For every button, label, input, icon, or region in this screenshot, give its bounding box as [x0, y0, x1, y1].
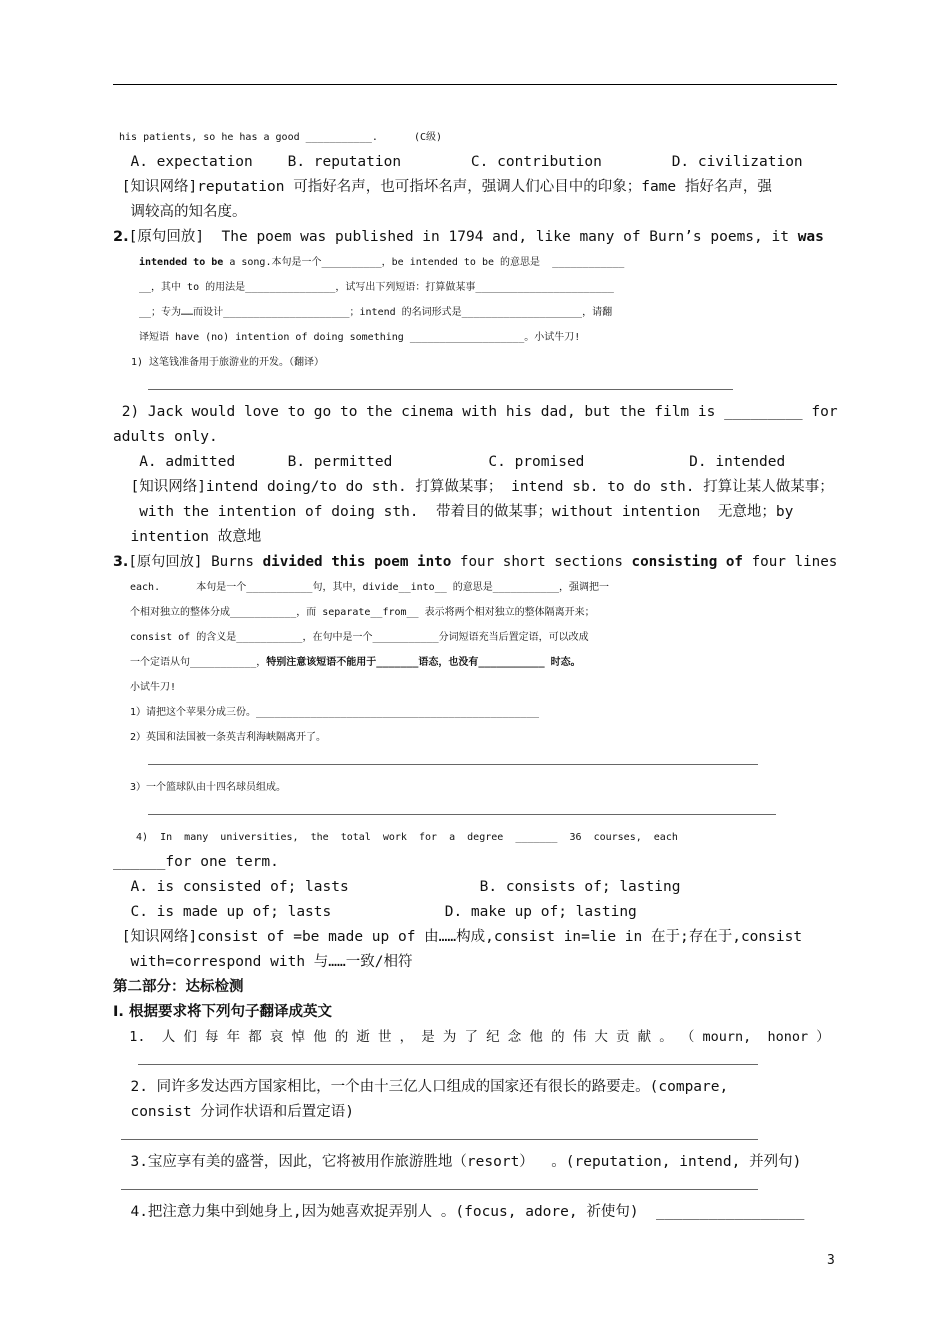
q3-line-1: 3.[原句回放] Burns divided this poem into four short sections consisting of four lines: [113, 554, 838, 570]
q2-sub-2: 2) Jack would love to go to the cinema with his dad, but the film is _________ for: [113, 404, 838, 420]
q3-line-4: consist of 的含义是___________，在句中是一个___________分词短语充当后置定语，可以改成: [130, 632, 589, 643]
translate-4: 4.把注意力集中到她身上,因为她喜欢捉弄别人 。(focus, adore, 祈使句) _________________: [113, 1204, 805, 1220]
q3-sub-4-options-1: A. is consisted of; lasts B. consists of; lasting: [113, 879, 681, 895]
q2-sub-2-cont: adults only.: [113, 429, 218, 445]
q1-options: A. expectation B. reputation C. contribution D. civilization: [113, 154, 803, 170]
translate-2b: consist 分词作状语和后置定语): [113, 1104, 355, 1120]
q2-line-1: 2.[原句回放] The poem was published in 1794 and, like many of Burn’s poems, it was: [113, 229, 824, 245]
q3-line-3: 个相对独立的整体分成___________，而 separate__from__ 表示将两个相对独立的整体隔离开来；: [130, 607, 595, 618]
answer-line: [113, 800, 839, 825]
q3-sub-2: 2）英国和法国被一条英吉利海峡隔离开了。: [130, 732, 327, 743]
answer-line: [113, 750, 839, 775]
translate-2a: 2. 同许多发达西方国家相比，一个由十三亿人口组成的国家还有很长的路要走。(compare,: [113, 1079, 729, 1095]
q2-line-4: __；专为……而设计_____________________；intend 的名词形式是____________________，请翻: [139, 307, 613, 318]
answer-line: [113, 1125, 839, 1150]
q3-knowledge-1: [知识网络]consist of =be made up of 由……构成,consist in=lie in 在于;存在于,consist: [113, 929, 803, 945]
q2-sub-2-options: A. admitted B. permitted C. promised D. intended: [113, 454, 786, 470]
translate-3: 3.宝应享有美的盛誉，因此，它将被用作旅游胜地（resort） 。(reputation, intend, 并列句): [113, 1154, 802, 1170]
q3-sub-3: 3）一个篮球队由十四名球员组成。: [130, 782, 287, 793]
translate-1: 1. 人 们 每 年 都 哀 悼 他 的 逝 世 ， 是 为 了 纪 念 他 的 伟 大 贡 献 。 （ mourn, honor ）: [113, 1029, 830, 1045]
q2-knowledge-2: with the intention of doing sth. 带着目的做某事；without intention 无意地；by: [113, 504, 794, 520]
q1-knowledge-2: 调较高的知名度。: [113, 204, 247, 220]
q3-sub-4-cont: ______for one term.: [113, 854, 279, 870]
part2-section-i: I. 根据要求将下列句子翻译成英文: [113, 1004, 332, 1020]
header-rule: [113, 84, 837, 85]
q3-sub-4: 4) In many universities, the total work for a degree _______ 36 courses, each: [130, 832, 678, 843]
q3-number: 3.: [113, 554, 129, 570]
q2-knowledge-1: [知识网络]intend doing/to do sth. 打算做某事； intend sb. to do sth. 打算让某人做某事；: [113, 479, 834, 495]
q2-number: 2.: [113, 229, 129, 245]
q1-knowledge-1: [知识网络]reputation 可指好名声，也可指坏名声，强调人们心目中的印象；fame 指好名声，强: [113, 179, 772, 195]
worksheet-body: [113, 125, 839, 1225]
answer-line: [113, 375, 839, 400]
answer-line: [113, 1050, 839, 1075]
q3-practice-label: 小试牛刀!: [130, 682, 177, 693]
q3-sub-1: 1）请把这个苹果分成三份。_______________________________________________: [130, 707, 539, 718]
q2-sub-1: 1) 这笔钱准备用于旅游业的开发。（翻译）: [131, 357, 325, 368]
q3-sub-4-options-2: C. is made up of; lasts D. make up of; lasting: [113, 904, 637, 920]
q2-knowledge-3: intention 故意地: [113, 529, 262, 545]
part2-heading: 第二部分：达标检测: [113, 979, 244, 995]
answer-line: [113, 1175, 839, 1200]
q3-line-5: 一个定语从句___________，特别注意该短语不能用于_______语态，也没有___________ 时态。: [130, 657, 581, 668]
q1-line-1: his patients, so he has a good ___________. (C级): [119, 132, 443, 143]
q2-line-5: 译短语 have (no) intention of doing something ___________________。小试牛刀!: [139, 332, 581, 343]
q3-knowledge-2: with=correspond with 与……一致/相符: [113, 954, 413, 970]
q3-line-2: each. 本句是一个___________句，其中，divide__into__ 的意思是___________，强调把一: [130, 582, 609, 593]
q2-line-2: intended to be a song.本句是一个__________，be intended to be 的意思是 ____________: [139, 257, 625, 268]
q2-line-3: __，其中 to 的用法是_______________，试写出下列短语：打算做某事_______________________: [139, 282, 614, 293]
page-number: 3: [827, 1253, 835, 1268]
